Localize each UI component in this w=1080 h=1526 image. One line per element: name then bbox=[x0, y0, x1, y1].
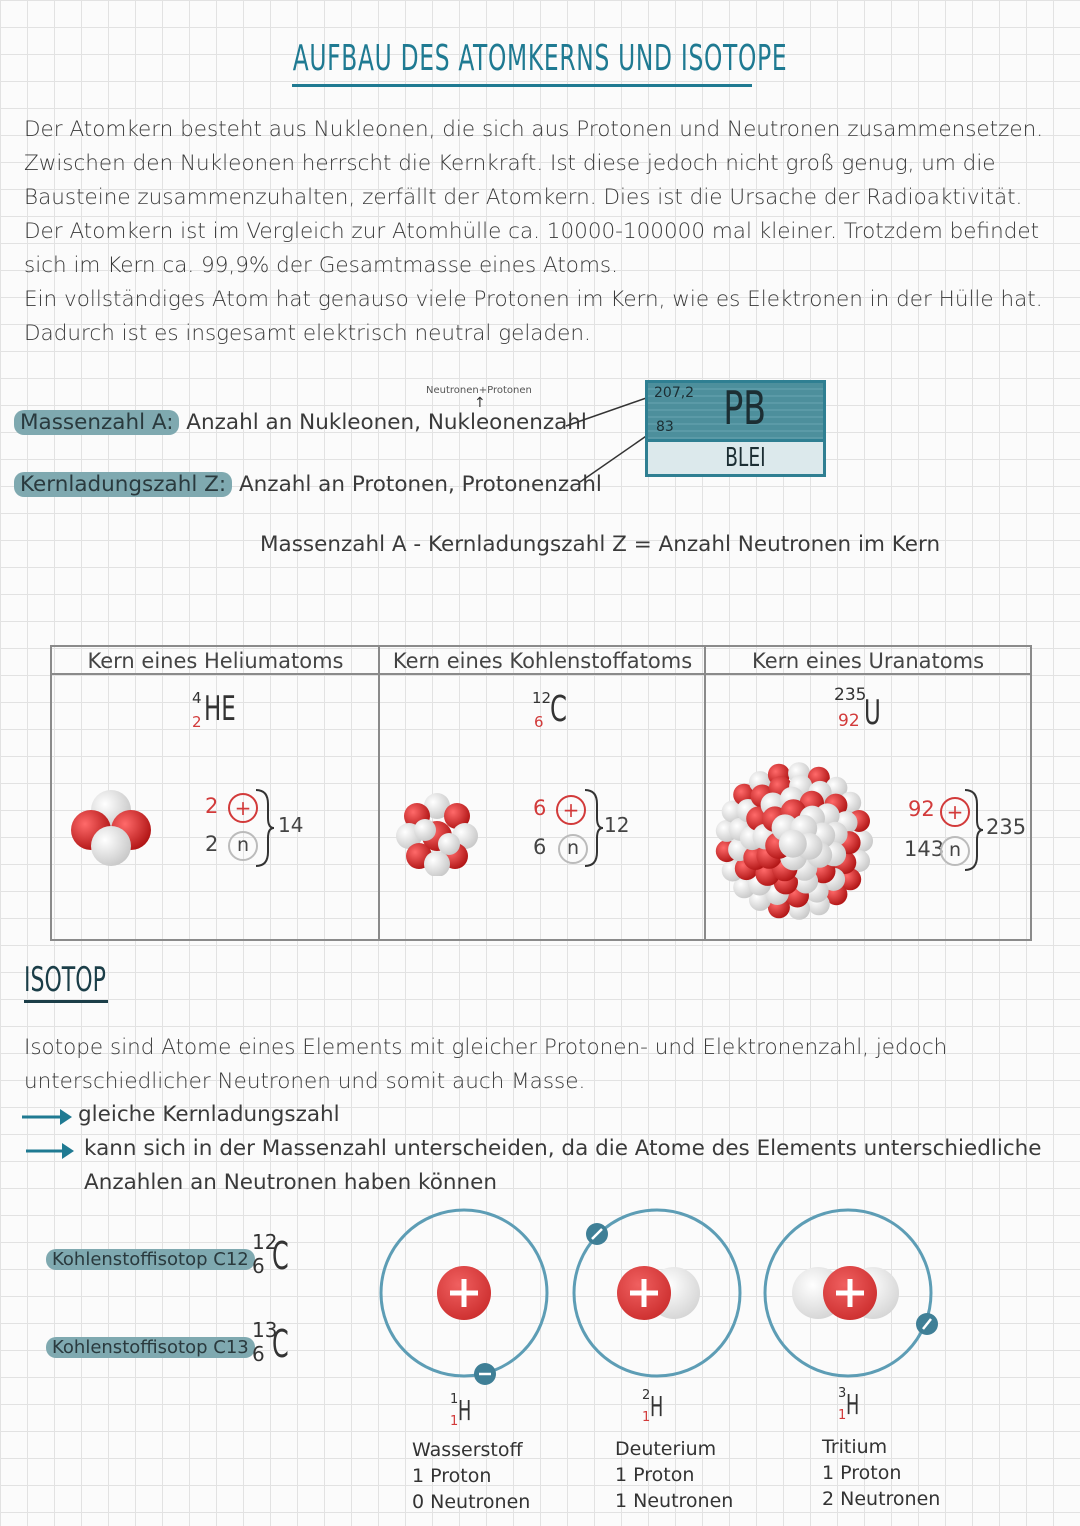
isotope-name: Deuterium bbox=[615, 1438, 717, 1460]
carbon12-notation bbox=[252, 1230, 302, 1290]
carbon-isotope-term: Kohlenstoffisotop C13 bbox=[46, 1337, 255, 1358]
nucleon-total: 12 bbox=[604, 813, 630, 837]
mass-number: 4 bbox=[192, 689, 202, 707]
atomic-number: 1 bbox=[450, 1414, 459, 1429]
mass-number: 13 bbox=[252, 1318, 278, 1342]
hydrogen-description bbox=[412, 1437, 530, 1515]
isotope-neutrons: 2 Neutronen bbox=[822, 1488, 941, 1510]
intro-line: Der Atomkern besteht aus Nukleonen, die sich aus Protonen und Neutronen zusammensetzen. bbox=[24, 117, 1044, 142]
element-mass: 207,2 bbox=[654, 385, 695, 401]
isotope-name: Tritium bbox=[822, 1436, 888, 1458]
intro-line: Der Atomkern ist im Vergleich zur Atomhülle ca. 10000-100000 mal kleiner. Trotzdem befindet bbox=[24, 219, 1040, 244]
proton-count: 2 bbox=[205, 794, 219, 818]
isotope-protons: 1 Proton bbox=[412, 1465, 492, 1487]
nuclei-table bbox=[50, 645, 1032, 941]
brace-icon bbox=[963, 788, 985, 872]
brace-icon bbox=[254, 788, 276, 868]
helium-nucleus-icon bbox=[66, 782, 156, 872]
nucleon-sphere bbox=[779, 830, 807, 858]
neutron-icon: n bbox=[558, 834, 588, 864]
uranium-notation bbox=[834, 685, 894, 749]
arrow-right-icon bbox=[22, 1109, 72, 1125]
hydrogen-atom-icon bbox=[381, 1210, 547, 1385]
massenzahl-text: Anzahl an Nukleonen, Nukleonenzahl bbox=[186, 410, 587, 435]
neutron-icon: n bbox=[228, 831, 258, 861]
table-header: Kern eines Kohlenstoffatoms bbox=[379, 647, 706, 675]
isotope-neutrons: 1 Neutronen bbox=[615, 1490, 734, 1512]
element-card bbox=[645, 380, 826, 477]
atomic-number: 1 bbox=[838, 1408, 847, 1423]
element-symbol: H bbox=[650, 1390, 664, 1423]
mass-number: 235 bbox=[834, 685, 867, 705]
element-symbol: C bbox=[550, 689, 567, 730]
helium-notation bbox=[192, 689, 252, 745]
carbon-isotope-label bbox=[46, 1248, 255, 1270]
isotop-paragraph bbox=[24, 1031, 1064, 1099]
neutron-formula: Massenzahl A - Kernladungszahl Z = Anzahl Neutronen im Kern bbox=[260, 532, 941, 557]
massenzahl-term: Massenzahl A: bbox=[14, 410, 179, 435]
atomic-number: 1 bbox=[642, 1410, 651, 1425]
mass-number: 2 bbox=[642, 1388, 651, 1403]
mass-number: 12 bbox=[532, 689, 552, 707]
hydrogen-notation bbox=[450, 1392, 490, 1438]
mass-number: 12 bbox=[252, 1230, 278, 1254]
carbon-notation bbox=[532, 689, 592, 745]
isotop-line: Isotope sind Atome eines Elements mit gleicher Protonen- und Elektronenzahl, jedoch bbox=[24, 1035, 948, 1060]
intro-line: Zwischen den Nukleonen herrscht die Kernkraft. Ist diese jedoch nicht groß genug, um die bbox=[24, 151, 996, 176]
proton-icon: + bbox=[556, 795, 586, 825]
element-number: 83 bbox=[656, 419, 674, 435]
kernladung-definition bbox=[14, 472, 602, 497]
element-symbol: U bbox=[864, 693, 881, 733]
isotop-line: unterschiedlicher Neutronen und somit auch Masse. bbox=[24, 1069, 586, 1094]
isotop-heading: ISOTOP bbox=[24, 960, 106, 1000]
element-symbol: H bbox=[846, 1388, 860, 1421]
deuterium-description bbox=[615, 1436, 733, 1514]
atomic-number: 6 bbox=[534, 713, 544, 731]
tritium-notation bbox=[838, 1386, 878, 1432]
isotope-name: Wasserstoff bbox=[412, 1439, 523, 1461]
table-divider bbox=[704, 647, 706, 941]
atomic-number: 6 bbox=[252, 1254, 265, 1278]
atomic-number: 92 bbox=[838, 711, 860, 731]
carbon13-notation bbox=[252, 1318, 302, 1378]
intro-paragraph bbox=[24, 113, 1064, 351]
bullet-text: Anzahlen an Neutronen haben können bbox=[84, 1170, 498, 1195]
isotope-protons: 1 Proton bbox=[615, 1464, 695, 1486]
bullet-text: kann sich in der Massenzahl unterscheiden, da die Atome des Elements unterschiedliche bbox=[84, 1136, 1042, 1161]
tritium-atom-icon bbox=[765, 1210, 938, 1376]
intro-line: sich im Kern ca. 99,9% der Gesamtmasse eines Atoms. bbox=[24, 253, 618, 278]
element-name: BLEI bbox=[725, 443, 766, 473]
nucleon-total: 235 bbox=[986, 815, 1027, 839]
intro-line: Bausteine zusammenzuhalten, zerfällt der Atomkern. Dies ist die Ursache der Radioaktivität. bbox=[24, 185, 1023, 210]
element-symbol: H bbox=[458, 1394, 472, 1427]
table-header: Kern eines Uranatoms bbox=[706, 647, 1030, 675]
deuterium-atom-icon bbox=[574, 1210, 740, 1376]
tritium-description bbox=[822, 1434, 940, 1512]
massenzahl-definition bbox=[14, 410, 587, 435]
arrow-up-icon: ↑ bbox=[474, 395, 486, 411]
intro-line: Dadurch ist es insgesamt elektrisch neutral geladen. bbox=[24, 321, 591, 346]
proton-icon: + bbox=[228, 793, 258, 823]
proton-count: 6 bbox=[533, 796, 547, 820]
intro-line: Ein vollständiges Atom hat genauso viele Protonen im Kern, wie es Elektronen in der Hülle hat. bbox=[24, 287, 1043, 312]
table-divider bbox=[378, 647, 380, 941]
kernladung-text: Anzahl an Protonen, Protonenzahl bbox=[238, 472, 602, 497]
element-symbol: PB bbox=[723, 381, 767, 435]
neutron-count: 2 bbox=[205, 832, 219, 856]
page-title: AUFBAU DES ATOMKERNS UND ISOTOPE bbox=[292, 38, 788, 79]
element-symbol: C bbox=[272, 1234, 289, 1278]
neutron-icon: n bbox=[940, 836, 970, 866]
nucleon-total: 14 bbox=[278, 813, 304, 837]
title-underline bbox=[292, 84, 752, 87]
element-symbol: HE bbox=[204, 689, 236, 729]
arrow-right-icon bbox=[26, 1143, 74, 1159]
mass-number: 3 bbox=[838, 1386, 847, 1401]
mass-number: 1 bbox=[450, 1392, 459, 1407]
carbon-isotope-term: Kohlenstoffisotop C12 bbox=[46, 1249, 255, 1270]
atomic-number: 6 bbox=[252, 1342, 265, 1366]
hydrogen-isotopes-diagram bbox=[370, 1200, 950, 1395]
neutron-count: 6 bbox=[533, 835, 547, 859]
bullet-text: gleiche Kernladungszahl bbox=[78, 1102, 340, 1127]
isotop-underline bbox=[24, 1000, 108, 1003]
neutron-count: 143 bbox=[904, 837, 945, 861]
small-note: Neutronen+Protonen bbox=[426, 385, 532, 396]
table-header: Kern eines Heliumatoms bbox=[52, 647, 379, 675]
arrow-icons bbox=[20, 1105, 76, 1165]
element-symbol: C bbox=[272, 1322, 289, 1366]
isotope-neutrons: 0 Neutronen bbox=[412, 1491, 531, 1513]
proton-icon: + bbox=[940, 797, 970, 827]
kernladung-term: Kernladungszahl Z: bbox=[14, 472, 232, 497]
uranium-nucleus-icon bbox=[708, 755, 880, 927]
atomic-number: 2 bbox=[192, 713, 202, 731]
carbon-isotope-label bbox=[46, 1336, 255, 1358]
carbon-nucleus-icon bbox=[395, 792, 479, 876]
isotope-protons: 1 Proton bbox=[822, 1462, 902, 1484]
brace-icon bbox=[583, 788, 605, 868]
deuterium-notation bbox=[642, 1388, 682, 1434]
proton-count: 92 bbox=[908, 797, 935, 821]
